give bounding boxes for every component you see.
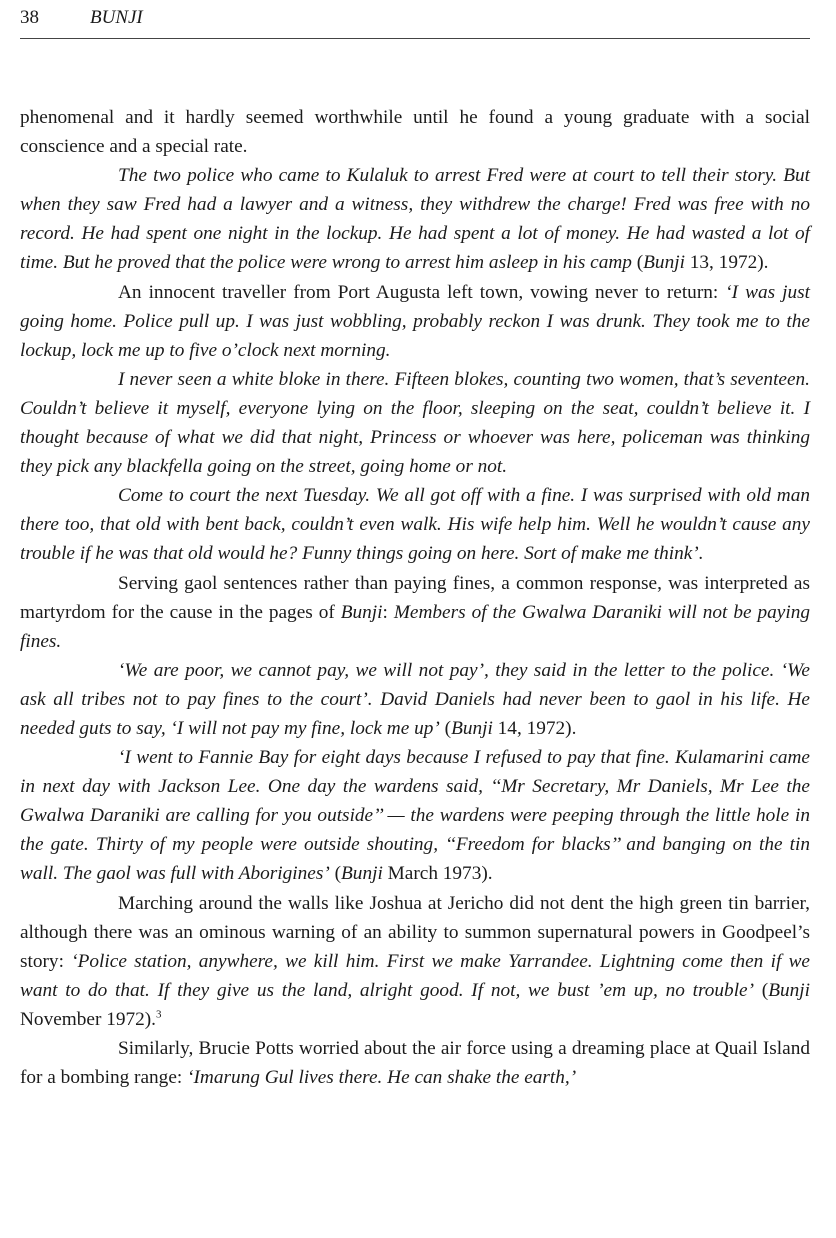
text-run: (: [439, 717, 452, 739]
italic-text: Bunji: [341, 863, 383, 885]
paragraph: [20, 889, 810, 1034]
italic-text: I never seen a white bloke in there. Fifteen blokes, counting two women, that’s seventeen. Couldn’t believe it myself, everyone lying on the floor, sleeping on the seat, couldn’t believe it. I thought because of what we did that night, Princess or whoever was here, policeman was thinking they pick any blackfella going on the street, going home or not.: [20, 368, 810, 478]
italic-text: ‘We are poor, we cannot pay, we will not pay’, they said in the letter to the police. ‘We ask all tribes not to pay fines to the court’. David Daniels had never been to gaol in his life. He needed guts to say, ‘I will not pay my fine, lock me up’: [20, 659, 810, 739]
text-run: Serving gaol sentences rather than paying fines, a common response, was interpreted as martyrdom for the cause in the pages of: [20, 572, 810, 623]
text-run: phenomenal and it hardly seemed worthwhile until he found a young graduate with a social conscience and a special rate.: [20, 107, 810, 158]
running-title: BUNJI: [90, 7, 143, 28]
italic-text: Bunji: [451, 717, 493, 739]
italic-text: Members of the Gwalwa Daraniki will not be paying fines.: [20, 601, 811, 652]
text-run: (: [329, 863, 342, 885]
paragraph: [20, 103, 810, 161]
text-run: (: [754, 979, 769, 1001]
text-run: March 1973).: [382, 863, 493, 885]
text-run: Marching around the walls like Joshua at Jericho did not dent the high green tin barrier, although there was an ominous warning of an ability to summon supernatural powers in Goodpeel’s story:: [20, 892, 810, 972]
text-run: An innocent traveller from Port Augusta left town, vowing never to return:: [118, 281, 726, 303]
paragraph: [20, 161, 810, 277]
footnote-marker: 3: [156, 1008, 162, 1021]
italic-text: The two police who came to Kulaluk to arrest Fred were at court to tell their story. But when they saw Fred had a lawyer and a witness, they withdrew the charge! Fred was free with no record. He had spent one night in the lockup. He had spent a lot of money. He had wasted a lot of time. But he proved that the police were wrong to arrest him asleep in his camp: [20, 165, 810, 274]
text-run: 14, 1972).: [492, 717, 577, 739]
running-header: [20, 4, 810, 32]
italic-text: ‘Imarung Gul lives there. He can shake the earth,’: [187, 1067, 577, 1089]
text-run: Similarly, Brucie Potts worried about the air force using a dreaming place at Quail Island for a bombing range:: [20, 1038, 810, 1089]
italic-text: ‘Police station, anywhere, we kill him. First we make Yarrandee. Lightning come then if we want to do that. If they give us the land, alright good. If not, we bust ’em up, no trouble’: [20, 950, 810, 1001]
paragraph: [20, 656, 810, 743]
text-run: November 1972).: [20, 1008, 157, 1030]
paragraph: [20, 743, 810, 888]
paragraph: [20, 278, 810, 365]
paragraph: [20, 569, 810, 656]
page-number: 38: [20, 7, 39, 28]
text-run: 13, 1972).: [684, 252, 769, 274]
italic-text: Bunji: [768, 979, 810, 1001]
paragraph: [20, 365, 810, 481]
text-run: :: [382, 601, 394, 623]
paragraph: [20, 1034, 810, 1092]
header-rule: [20, 38, 810, 39]
italic-text: Bunji: [340, 601, 383, 623]
italic-text: ‘I was just going home. Police pull up. I was just wobbling, probably reckon I was drunk. They took me to the lockup, lock me up to five o’clock next morning.: [20, 281, 810, 361]
italic-text: Bunji: [643, 252, 685, 274]
paragraph: [20, 481, 810, 568]
italic-text: Come to court the next Tuesday. We all got off with a fine. I was surprised with old man there too, that old with bent back, couldn’t even walk. His wife help him. Well he wouldn’t cause any trouble if he was that old would he? Funny things going on here. Sort of make me think’.: [20, 485, 810, 565]
italic-text: ‘I went to Fannie Bay for eight days because I refused to pay that fine. Kulamarini came in next day with Jackson Lee. One day the wardens said, ‘‘Mr Secretary, Mr Daniels, Mr Lee the Gwalwa Daraniki are calling for you outside’’ — the wardens were peeping through the little hole in the gate. Thirty of my people were outside shouting, ‘‘Freedom for blacks’’ and banging on the tin wall. The gaol was full with Aborigines’: [20, 747, 810, 885]
text-run: (: [631, 252, 644, 274]
body-text: [20, 103, 810, 1092]
